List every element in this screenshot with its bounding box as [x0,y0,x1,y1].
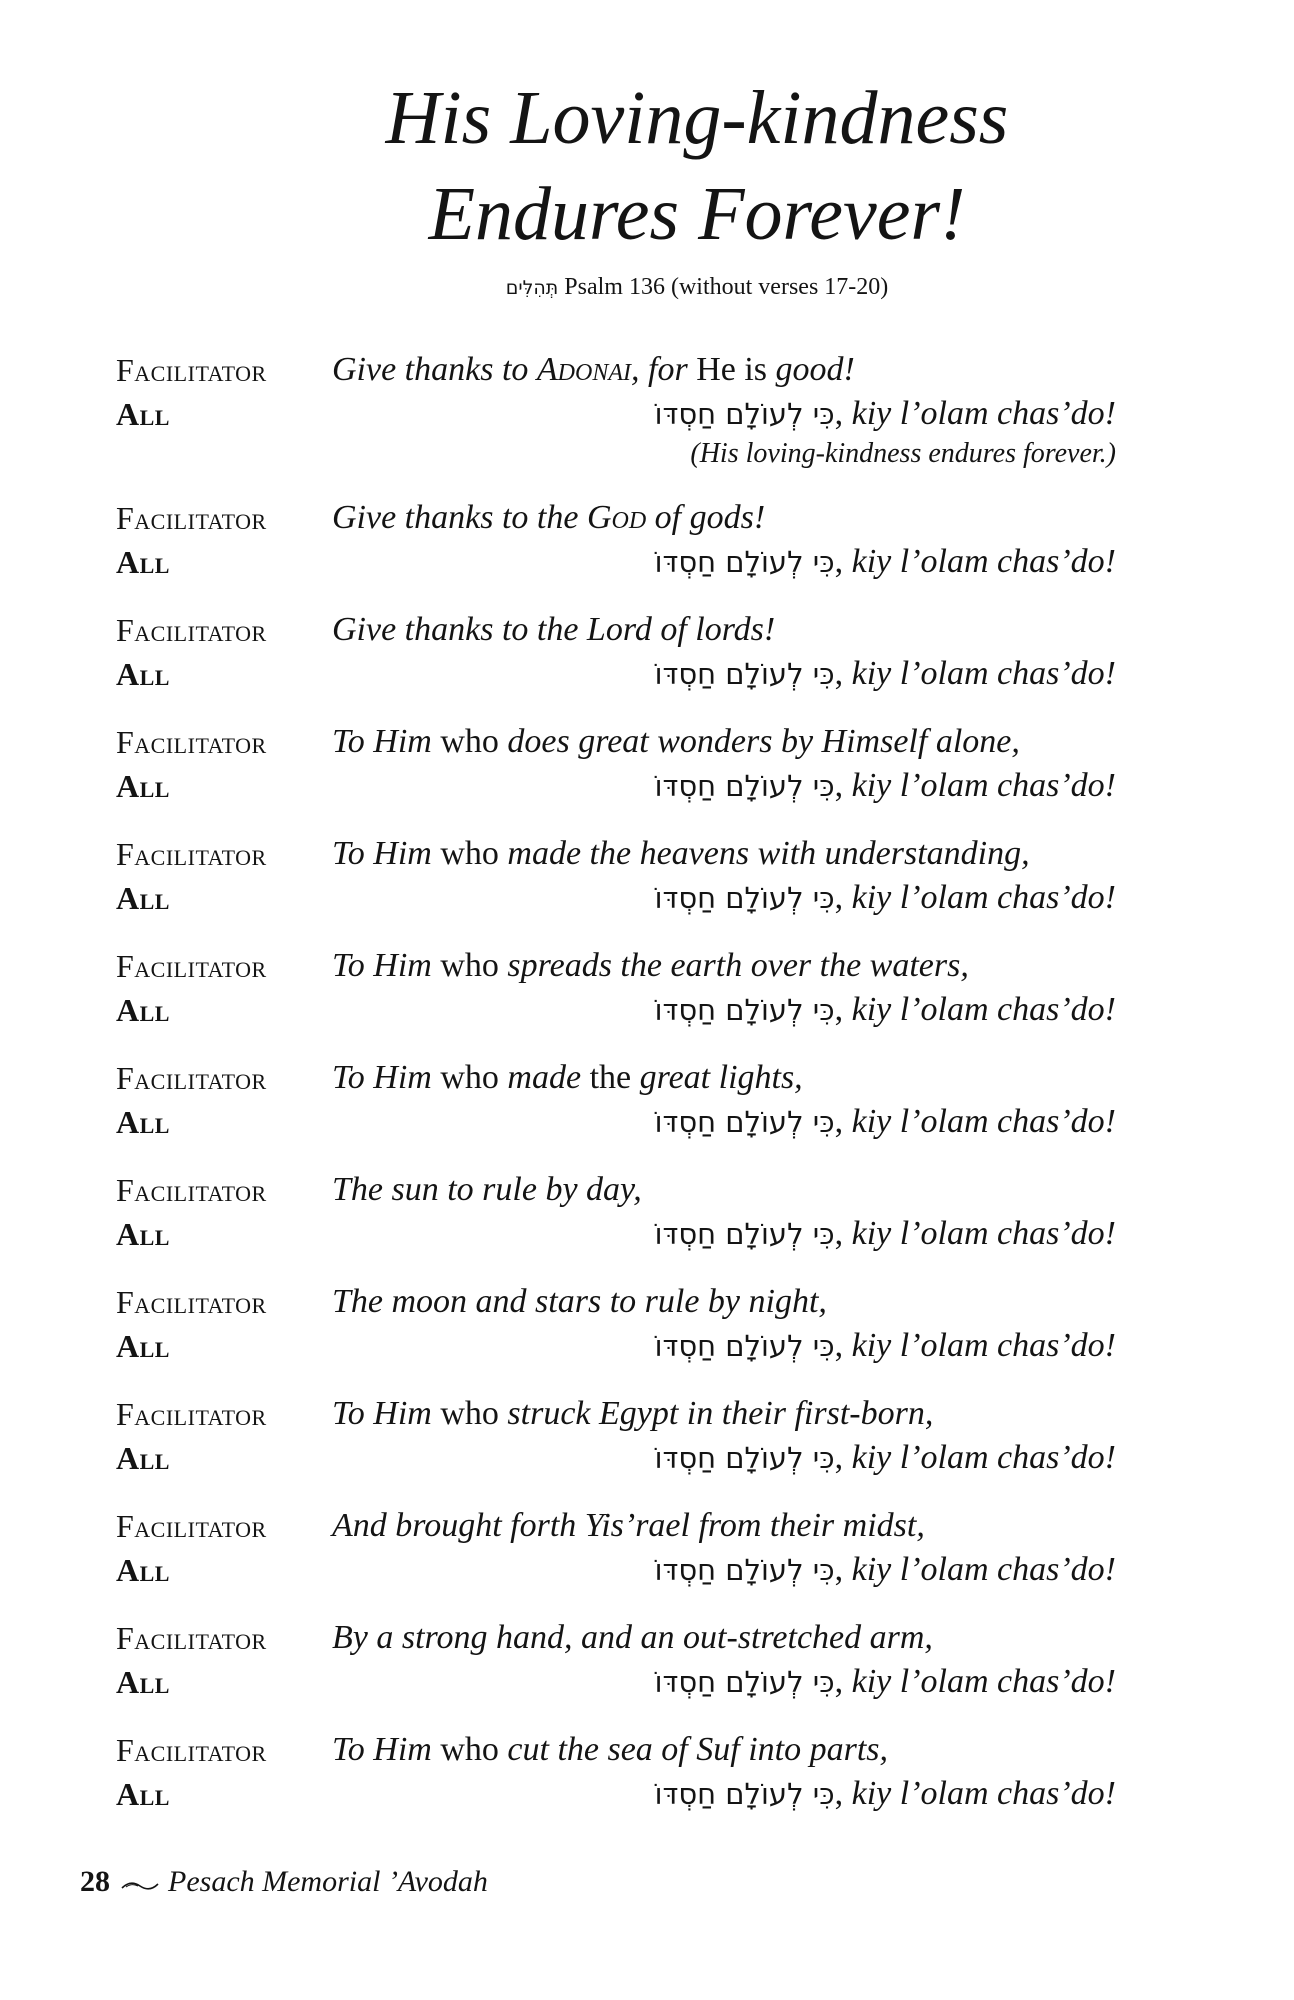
refrain-transliteration: kiy l’olam chas’do! [851,395,1116,432]
speaker-label: Facilitator [116,612,267,648]
refrain-separator: , [834,991,852,1028]
leader-line [116,608,1116,652]
psalm-reference-text: Psalm 136 (without verses 17-20) [564,274,889,300]
response-speaker-label: All [116,1776,170,1812]
text-segment: To Him [332,1059,432,1096]
title-block [0,70,1294,303]
refrain [655,1324,1116,1368]
response-speaker-label: All [116,880,170,916]
exchange [116,348,1116,496]
text-segment: To Him [332,723,432,760]
response-speaker-label: All [116,1664,170,1700]
leader-text [332,1616,933,1660]
response-speaker-label: All [116,992,170,1028]
response-speaker-label: All [116,396,170,432]
exchange [116,1168,1116,1280]
text-segment: who [431,947,508,984]
speaker-label: Facilitator [116,1508,267,1544]
leader-line [116,1168,1116,1212]
text-segment: who [431,1395,508,1432]
speaker-label: Facilitator [116,352,267,388]
refrain [655,1548,1116,1592]
leader-text [332,348,855,392]
refrain [655,1100,1116,1144]
leader-line [116,1728,1116,1772]
text-segment: To Him [332,835,432,872]
refrain-transliteration: kiy l’olam chas’do! [851,1775,1116,1812]
text-segment: And brought forth Yis’rael from their midst, [332,1507,925,1544]
refrain [655,1660,1116,1704]
text-segment: To Him [332,947,432,984]
refrain-separator: , [834,1439,852,1476]
refrain-separator: , [834,879,852,916]
page-footer [80,1862,488,1904]
leader-line [116,1056,1116,1100]
refrain-hebrew: כִּי לְעוֹלָם חַסְדּוֹ [654,657,835,691]
text-segment: By a strong hand, and an out-stretched arm, [332,1619,933,1656]
refrain-separator: , [834,1103,852,1140]
text-segment: Give thanks to [332,351,537,388]
refrain [655,540,1116,584]
refrain-translation: (His loving-kindness endures forever.) [690,438,1116,469]
speaker-label: Facilitator [116,724,267,760]
speaker-label: Facilitator [116,1060,267,1096]
leader-line [116,1392,1116,1436]
exchange [116,1504,1116,1616]
refrain-separator: , [834,1551,852,1588]
refrain-hebrew: כִּי לְעוֹלָם חַסְדּוֹ [654,1217,835,1251]
page-title-line-2: Endures Forever! [428,172,966,256]
leader-line [116,720,1116,764]
refrain-transliteration: kiy l’olam chas’do! [851,1663,1116,1700]
refrain-separator: , [834,543,852,580]
speaker-label: Facilitator [116,1620,267,1656]
leader-line [116,1504,1116,1548]
leader-text [332,608,775,652]
text-segment: The moon and stars to rule by night, [332,1283,827,1320]
text-segment: good! [775,351,855,388]
response-speaker-label: All [116,656,170,692]
refrain [655,764,1116,808]
leader-text [332,1056,803,1100]
response-line [116,988,1116,1032]
speaker-label: Facilitator [116,1284,267,1320]
response-speaker-label: All [116,1440,170,1476]
refrain [655,988,1116,1032]
refrain-separator: , [834,1327,852,1364]
text-segment: who [431,1059,508,1096]
flourish-ornament-icon [120,1864,160,1904]
refrain-hebrew: כִּי לְעוֹלָם חַסְדּוֹ [654,1777,835,1811]
response-line [116,652,1116,696]
refrain [655,1212,1116,1256]
refrain [655,652,1116,696]
response-speaker-label: All [116,768,170,804]
refrain-separator: , [834,1775,852,1812]
refrain-hebrew: כִּי לְעוֹלָם חַסְדּוֹ [654,1553,835,1587]
exchange [116,496,1116,608]
leader-line [116,348,1116,392]
page-title-line-1: His Loving-kindness [385,76,1009,160]
response-line [116,1660,1116,1704]
speaker-label: Facilitator [116,1396,267,1432]
refrain-transliteration: kiy l’olam chas’do! [851,1327,1116,1364]
text-segment: who [431,723,508,760]
refrain-transliteration: kiy l’olam chas’do! [851,991,1116,1028]
leader-line [116,832,1116,876]
response-line [116,764,1116,808]
exchange [116,608,1116,720]
refrain-transliteration: kiy l’olam chas’do! [851,1215,1116,1252]
text-segment: great lights, [639,1059,803,1096]
speaker-label: Facilitator [116,500,267,536]
refrain-hebrew: כִּי לְעוֹלָם חַסְדּוֹ [654,1665,835,1699]
leader-text [332,720,1020,764]
refrain-transliteration: kiy l’olam chas’do! [851,655,1116,692]
refrain [655,1772,1116,1816]
text-segment: cut the sea of Suf into parts, [507,1731,888,1768]
text-segment: who [431,1731,508,1768]
refrain [655,392,1116,436]
text-segment: who [431,835,508,872]
leader-text [332,1728,888,1772]
response-line [116,1212,1116,1256]
refrain-transliteration: kiy l’olam chas’do! [851,1551,1116,1588]
refrain-separator: , [834,655,852,692]
text-segment: The sun to rule by day, [332,1171,642,1208]
leader-text [332,944,969,988]
book-title: Pesach Memorial ’Avodah [168,1865,488,1898]
response-line [116,540,1116,584]
leader-text [332,1392,933,1436]
speaker-label: Facilitator [116,1172,267,1208]
response-speaker-label: All [116,1328,170,1364]
exchange [116,832,1116,944]
page-number: 28 [80,1865,110,1898]
text-segment: spreads the earth over the waters, [507,947,969,984]
text-segment: does great wonders by Himself alone, [507,723,1020,760]
refrain-separator: , [834,1215,852,1252]
refrain-hebrew: כִּי לְעוֹלָם חַסְדּוֹ [654,397,835,431]
leader-text [332,832,1030,876]
text-segment: To Him [332,1395,432,1432]
refrain-hebrew: כִּי לְעוֹלָם חַסְדּוֹ [654,769,835,803]
text-segment: Give thanks to the Lord of lords! [332,611,776,648]
exchange [116,1056,1116,1168]
refrain-hebrew: כִּי לְעוֹלָם חַסְדּוֹ [654,993,835,1027]
exchange [116,1728,1116,1840]
refrain [655,876,1116,920]
speaker-label: Facilitator [116,1732,267,1768]
text-segment: God [586,499,647,536]
responsive-reading [116,348,1116,1840]
leader-line [116,944,1116,988]
refrain-hebrew: כִּי לְעוֹלָם חַסְדּוֹ [654,545,835,579]
refrain-hebrew: כִּי לְעוֹלָם חַסְדּוֹ [654,1329,835,1363]
response-line [116,876,1116,920]
response-speaker-label: All [116,544,170,580]
text-segment: To Him [332,1731,432,1768]
refrain-hebrew: כִּי לְעוֹלָם חַסְדּוֹ [654,1441,835,1475]
response-line [116,1772,1116,1816]
text-segment: , [631,351,648,388]
refrain-separator: , [834,1663,852,1700]
refrain [655,1436,1116,1480]
leader-line [116,496,1116,540]
response-speaker-label: All [116,1216,170,1252]
refrain-transliteration: kiy l’olam chas’do! [851,543,1116,580]
psalm-hebrew-label: תְּהִלִּים [505,277,559,299]
response-line [116,392,1116,436]
text-segment: of gods! [646,499,766,536]
refrain-transliteration: kiy l’olam chas’do! [851,767,1116,804]
exchange [116,1280,1116,1392]
text-segment: made [507,1059,582,1096]
exchange [116,1392,1116,1504]
text-segment: Give thanks to the [332,499,587,536]
speaker-label: Facilitator [116,948,267,984]
exchange [116,720,1116,832]
response-line [116,1100,1116,1144]
leader-text [332,1168,642,1212]
leader-line [116,1616,1116,1660]
refrain-hebrew: כִּי לְעוֹלָם חַסְדּוֹ [654,1105,835,1139]
exchange [116,944,1116,1056]
leader-text [332,1280,827,1324]
text-segment: struck Egypt in their first-born, [507,1395,934,1432]
text-segment: for [648,351,688,388]
refrain-separator: , [834,767,852,804]
refrain-hebrew: כִּי לְעוֹלָם חַסְדּוֹ [654,881,835,915]
refrain-transliteration: kiy l’olam chas’do! [851,1439,1116,1476]
text-segment: He is [687,351,776,388]
refrain-separator: , [834,395,852,432]
refrain-transliteration: kiy l’olam chas’do! [851,1103,1116,1140]
text-segment: made the heavens with understanding, [507,835,1030,872]
leader-line [116,1280,1116,1324]
response-line [116,1436,1116,1480]
response-speaker-label: All [116,1104,170,1140]
leader-text [332,1504,925,1548]
speaker-label: Facilitator [116,836,267,872]
response-line [116,1548,1116,1592]
text-segment: Adonai [536,351,631,388]
response-speaker-label: All [116,1552,170,1588]
leader-text [332,496,765,540]
refrain-transliteration: kiy l’olam chas’do! [851,879,1116,916]
response-line [116,1324,1116,1368]
text-segment: the [581,1059,640,1096]
psalm-reference [0,272,1294,303]
exchange [116,1616,1116,1728]
